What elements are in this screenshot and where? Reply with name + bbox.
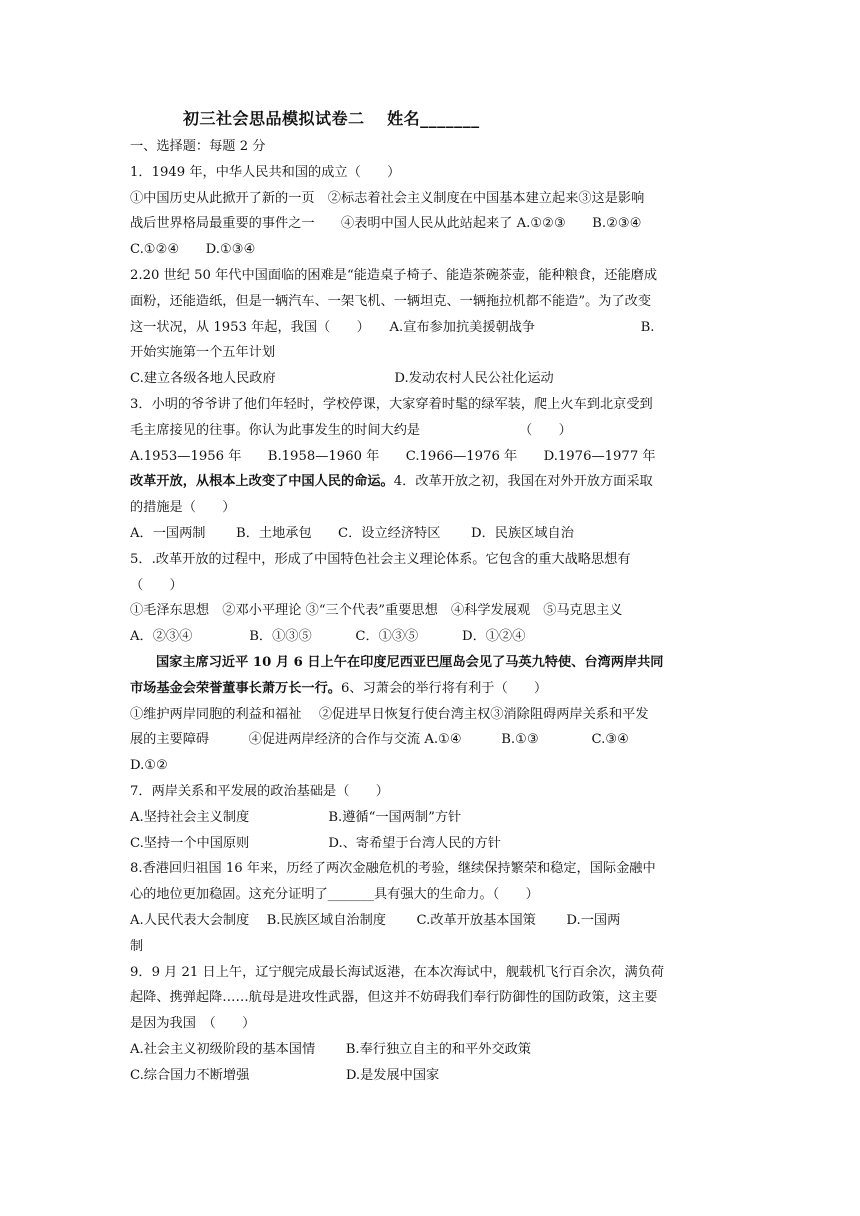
question-3-stem: 3．小明的爷爷讲了他们年轻时，学校停课，大家穿着时髦的绿军装，爬上火车到北京受到 bbox=[130, 396, 653, 412]
question-3-options: A.1953—1956 年 B.1958—1960 年 C.1966—1976 年 D.1976—1977 年 bbox=[130, 448, 656, 464]
exam-title: 初三社会思品模拟试卷二 姓名_______ bbox=[183, 109, 480, 128]
question-6-text: 6、习萧会的举行将有利于（ ） bbox=[341, 680, 548, 696]
question-2-text: 这一状况，从 1953 年起，我国（ ） A.宣布参加抗美援朝战争 B. bbox=[130, 319, 655, 335]
question-3-text: 毛主席接见的往事。你认为此事发生的时间大约是 （ ） bbox=[130, 422, 572, 438]
question-9-stem: 9．9 月 21 日上午，辽宁舰完成最长海试返港，在本次海试中，舰载机飞行百余次，满负荷 bbox=[130, 964, 665, 980]
question-9-text: 起降、携弹起降……航母是进攻性武器，但这并不妨碍我们奉行防御性的国防政策，这主要 bbox=[130, 990, 658, 1006]
question-5-items: ①毛泽东思想 ②邓小平理论 ③“三个代表”重要思想 ④科学发展观 ⑤马克思主义 bbox=[130, 603, 623, 619]
question-4-text: 4．改革开放之初，我国在对外开放方面采取 bbox=[393, 474, 653, 490]
question-6-options: 展的主要障碍 ④促进两岸经济的合作与交流 A.①④ B.①③ C.③④ bbox=[130, 732, 629, 748]
question-9-text: 是因为我国 （ ） bbox=[130, 1016, 256, 1032]
question-7-options: C.坚持一个中国原则 D.、寄希望于台湾人民的方针 bbox=[130, 835, 501, 851]
question-2-text: 开始实施第一个五年计划 bbox=[130, 345, 276, 361]
question-1-options: C.①②④ D.①③④ bbox=[130, 242, 256, 258]
question-7-stem: 7．两岸关系和平发展的政治基础是（ ） bbox=[130, 783, 389, 799]
question-6-options: D.①② bbox=[130, 758, 168, 774]
question-5-text: （ ） bbox=[130, 577, 183, 593]
question-5-stem: 5．.改革开放的过程中，形成了中国特色社会主义理论体系。它包含的重大战略思想有 bbox=[130, 551, 631, 567]
question-7-options: A.坚持社会主义制度 B.遵循“一国两制”方针 bbox=[130, 809, 462, 825]
question-2-text: 面粉，还能造纸，但是一辆汽车、一架飞机、一辆坦克、一辆拖拉机都不能造”。为了改变 bbox=[130, 293, 652, 309]
question-9-options: A.社会主义初级阶段的基本国情 B.奉行独立自主的和平外交政策 bbox=[130, 1041, 532, 1057]
question-9-options: C.综合国力不断增强 D.是发展中国家 bbox=[130, 1067, 440, 1083]
material-heading: 改革开放，从根本上改变了中国人民的命运。 bbox=[130, 474, 394, 490]
question-4-options: A．一国两制 B．土地承包 C．设立经济特区 D．民族区域自治 bbox=[130, 525, 574, 541]
question-1-stem: 1．1949 年，中华人民共和国的成立（ ） bbox=[130, 164, 401, 180]
question-6-text: ①维护两岸同胞的利益和福祉 ②促进早日恢复行使台湾主权③消除阻碍两岸关系和平发 bbox=[130, 706, 649, 722]
question-4-stem bbox=[130, 469, 732, 495]
question-5-options: A．②③④ B．①③⑤ C．①③⑤ D．①②④ bbox=[130, 629, 526, 645]
question-8-options: 制 bbox=[130, 938, 144, 954]
material-paragraph: 国家主席习近平 10 月 6 日上午在印度尼西亚巴厘岛会见了马英九特使、台湾两岸共同 bbox=[156, 654, 664, 670]
question-2-stem: 2.20 世纪 50 年代中国面临的困难是“能造桌子椅子、能造茶碗茶壶，能种粮食，还能磨成 bbox=[130, 267, 658, 283]
exam-body bbox=[130, 134, 732, 1088]
question-8-text: 心的地位更加稳固。这充分证明了_______具有强大的生命力。（ ） bbox=[130, 887, 539, 903]
question-1-text: ①中国历史从此掀开了新的一页 ②标志着社会主义制度在中国基本建立起来③这是影响 bbox=[130, 190, 645, 206]
question-1-text: 战后世界格局最重要的事件之一 ④表明中国人民从此站起来了 A.①②③ B.②③④ bbox=[130, 216, 642, 232]
material-paragraph: 市场基金会荣誉董事长萧万长一行。 bbox=[130, 680, 341, 696]
section-heading: 一、选择题：每题 2 分 bbox=[130, 139, 266, 154]
question-8-options: A.人民代表大会制度 B.民族区域自治制度 C.改革开放基本国策 D.一国两 bbox=[130, 912, 621, 928]
question-6-stem bbox=[130, 676, 732, 702]
question-2-options: C.建立各级各地人民政府 D.发动农村人民公社化运动 bbox=[130, 371, 554, 387]
question-4-text: 的措施是（ ） bbox=[130, 500, 236, 516]
question-8-stem: 8.香港回归祖国 16 年来，历经了两次金融危机的考验，继续保持繁荣和稳定，国际金融中 bbox=[130, 861, 656, 877]
